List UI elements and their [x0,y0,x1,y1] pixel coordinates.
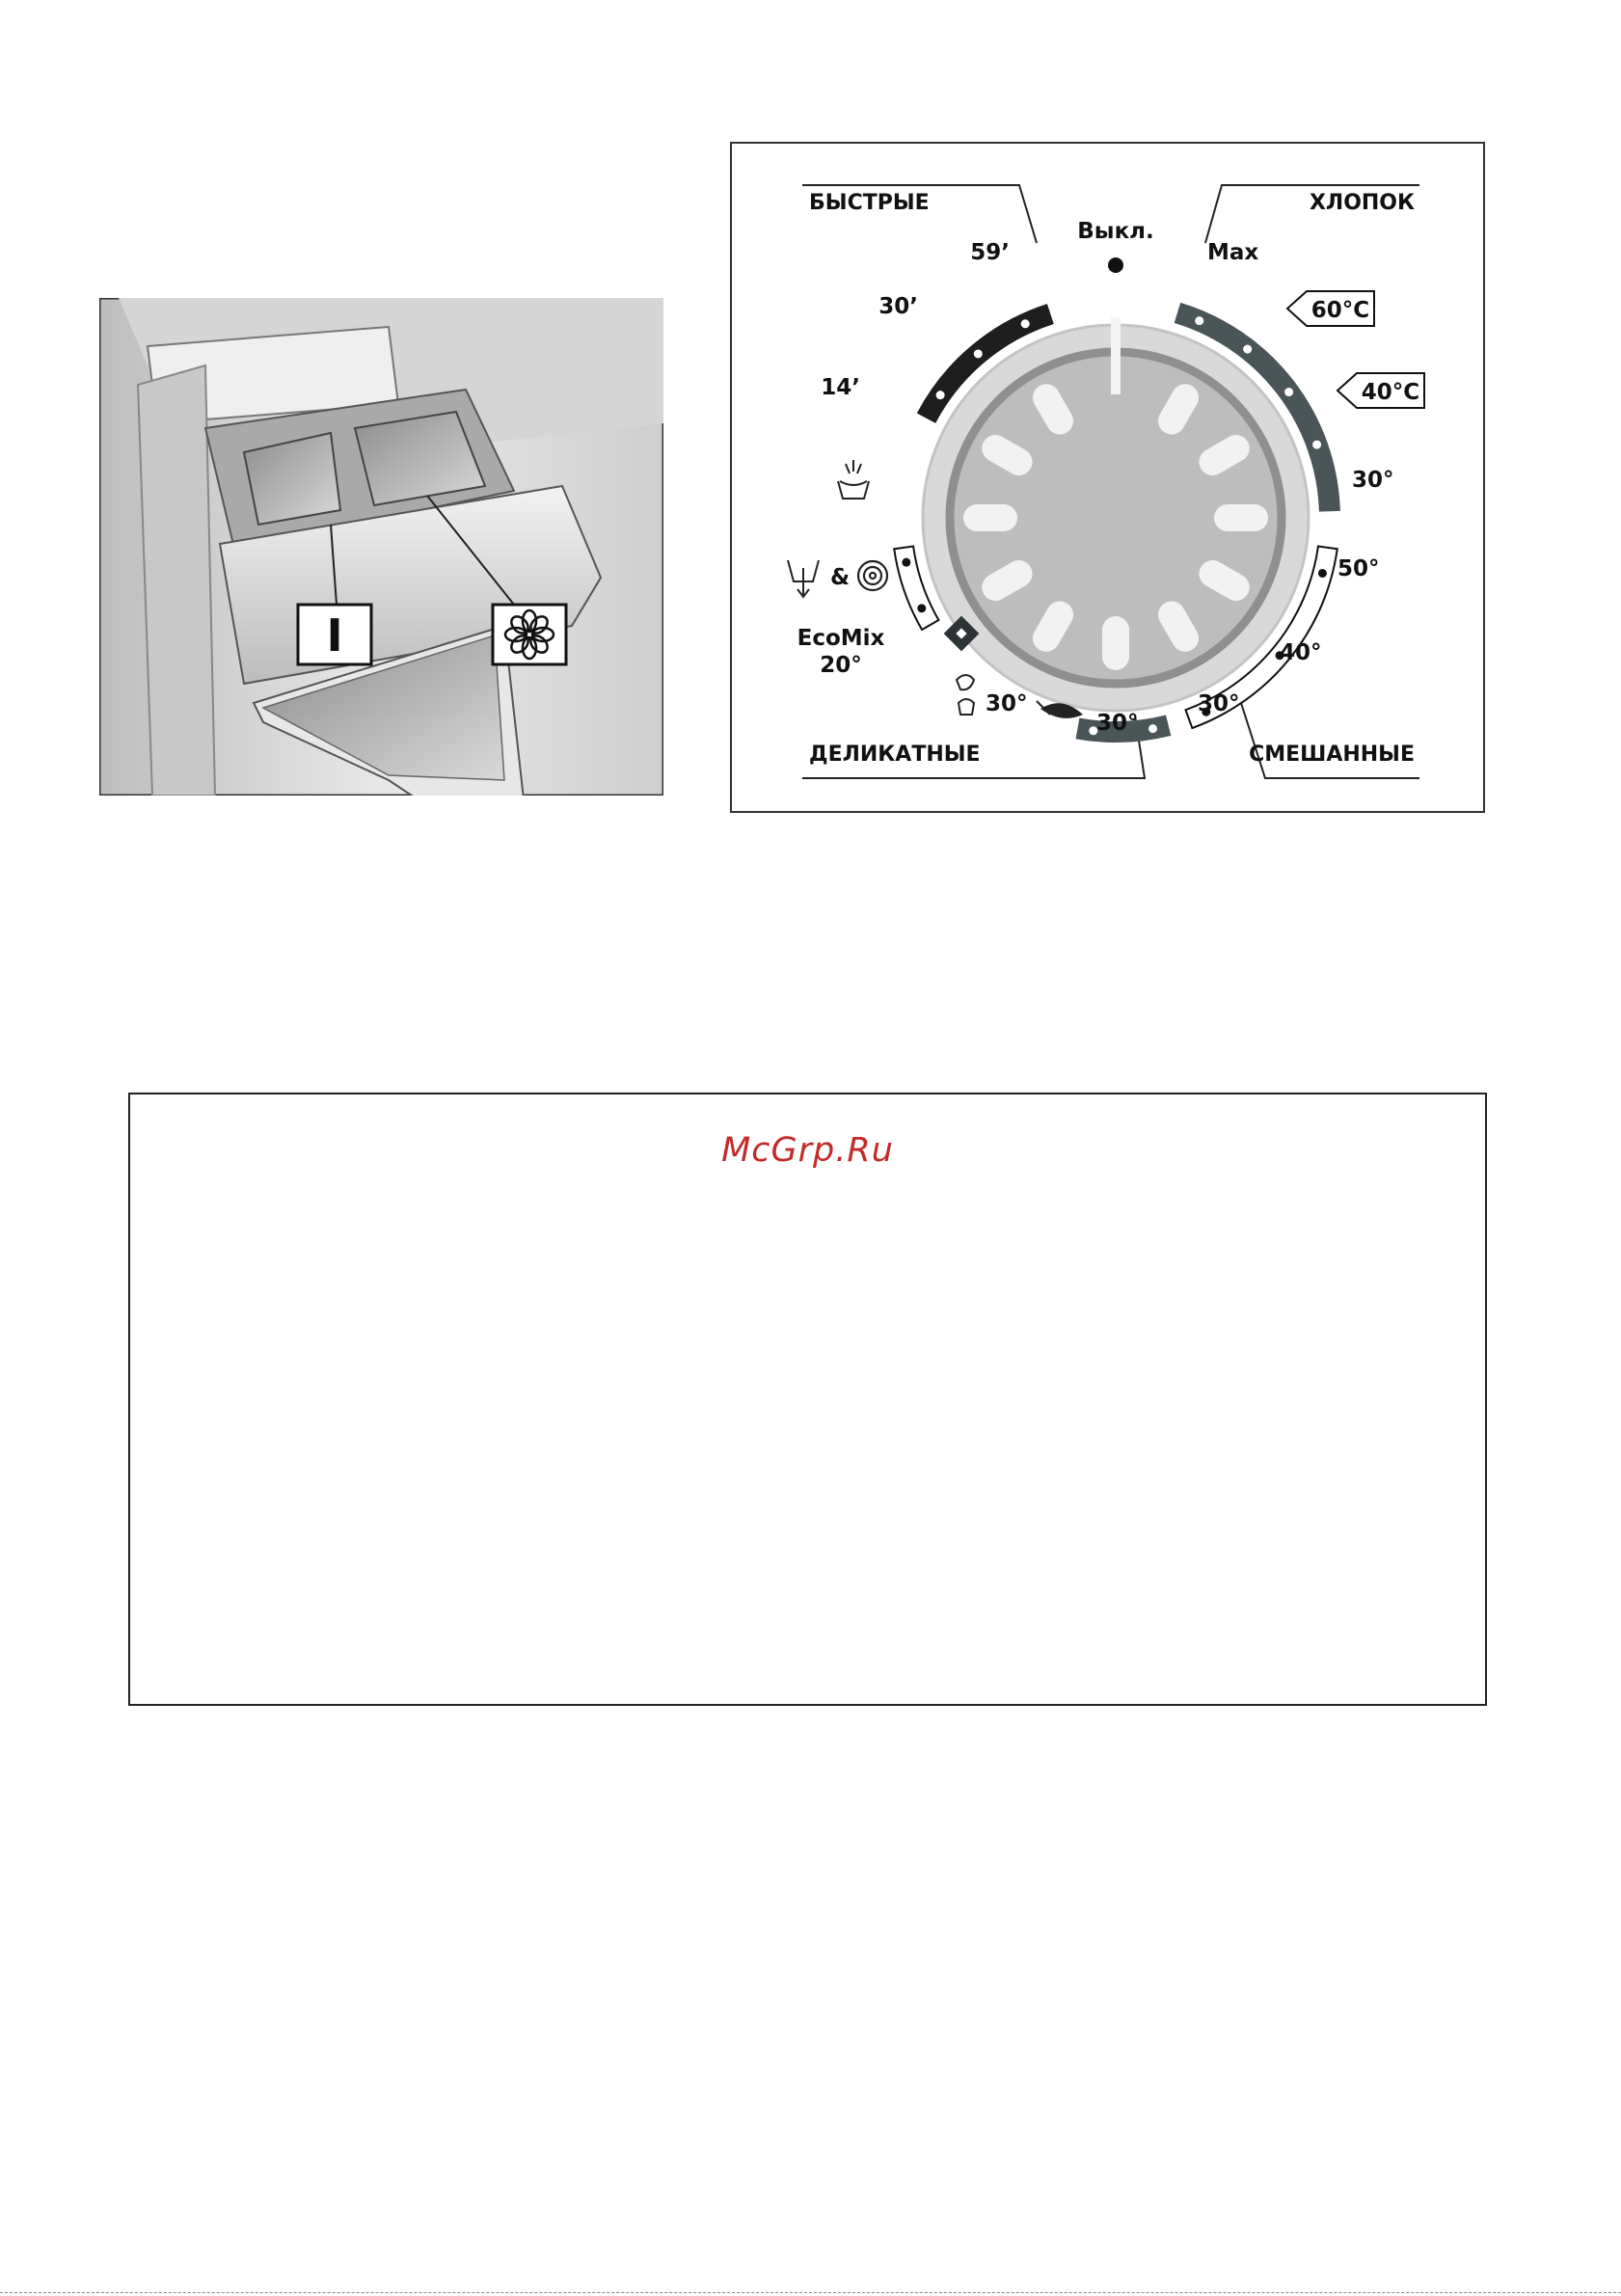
ecomix-temp: 20° [820,653,862,678]
mixed-50: 50° [1337,556,1380,581]
delicate-hand-30: 30° [986,691,1028,716]
drain-spin-amp: & [829,565,851,590]
cotton-40: 40°C [1361,380,1420,405]
cotton-arc-dot-1 [1195,316,1203,325]
off-position-dot [1108,257,1123,273]
quick-30: 30’ [878,294,918,319]
mixed-30: 30° [1198,691,1240,716]
cotton-max: Max [1207,240,1259,265]
program-dial-diagram [730,142,1485,813]
rinse-drain-arc-dot-1 [917,604,926,612]
knob-pointer [1111,317,1121,394]
ecomix-name: EcoMix [797,626,885,651]
group-mixed: СМЕШАННЫЕ [1249,743,1415,767]
delicate-wool-30: 30° [1096,711,1139,736]
detergent-drawer-figure [99,298,663,796]
note-box [128,1093,1487,1706]
quick-arc-dot-1 [936,391,945,399]
softener-label-box [493,605,566,664]
quick-14: 14’ [821,375,860,400]
quick-arc-dot-3 [1021,319,1030,328]
cotton-30: 30° [1352,468,1394,493]
mixed-arc-dot-1 [1318,569,1327,578]
quick-59: 59’ [970,240,1010,265]
group-cotton: ХЛОПОК [1309,191,1415,215]
delicate-arc-dot-1 [1148,724,1157,733]
program-dial-figure [730,142,1485,813]
off-label: Выкл. [1077,219,1154,244]
rinse-drain-arc-dot-2 [902,558,910,567]
quick-arc-dot-2 [974,349,983,358]
footer-rule [0,2292,1621,2293]
cotton-60: 60°C [1310,298,1370,323]
group-quick: БЫСТРЫЕ [809,191,930,215]
knob-grip [1102,616,1129,670]
cotton-arc-dot-4 [1312,441,1321,449]
group-delicate: ДЕЛИКАТНЫЕ [809,743,981,767]
cotton-arc-dot-2 [1243,345,1252,354]
detergent-drawer-illustration [99,298,663,796]
main-wash-label: I [326,609,343,662]
knob-grip [1214,504,1268,531]
mixed-40: 40° [1280,640,1322,665]
knob-grip [963,504,1017,531]
watermark: McGrp.Ru [721,1131,894,1170]
cotton-arc-dot-3 [1284,388,1293,396]
